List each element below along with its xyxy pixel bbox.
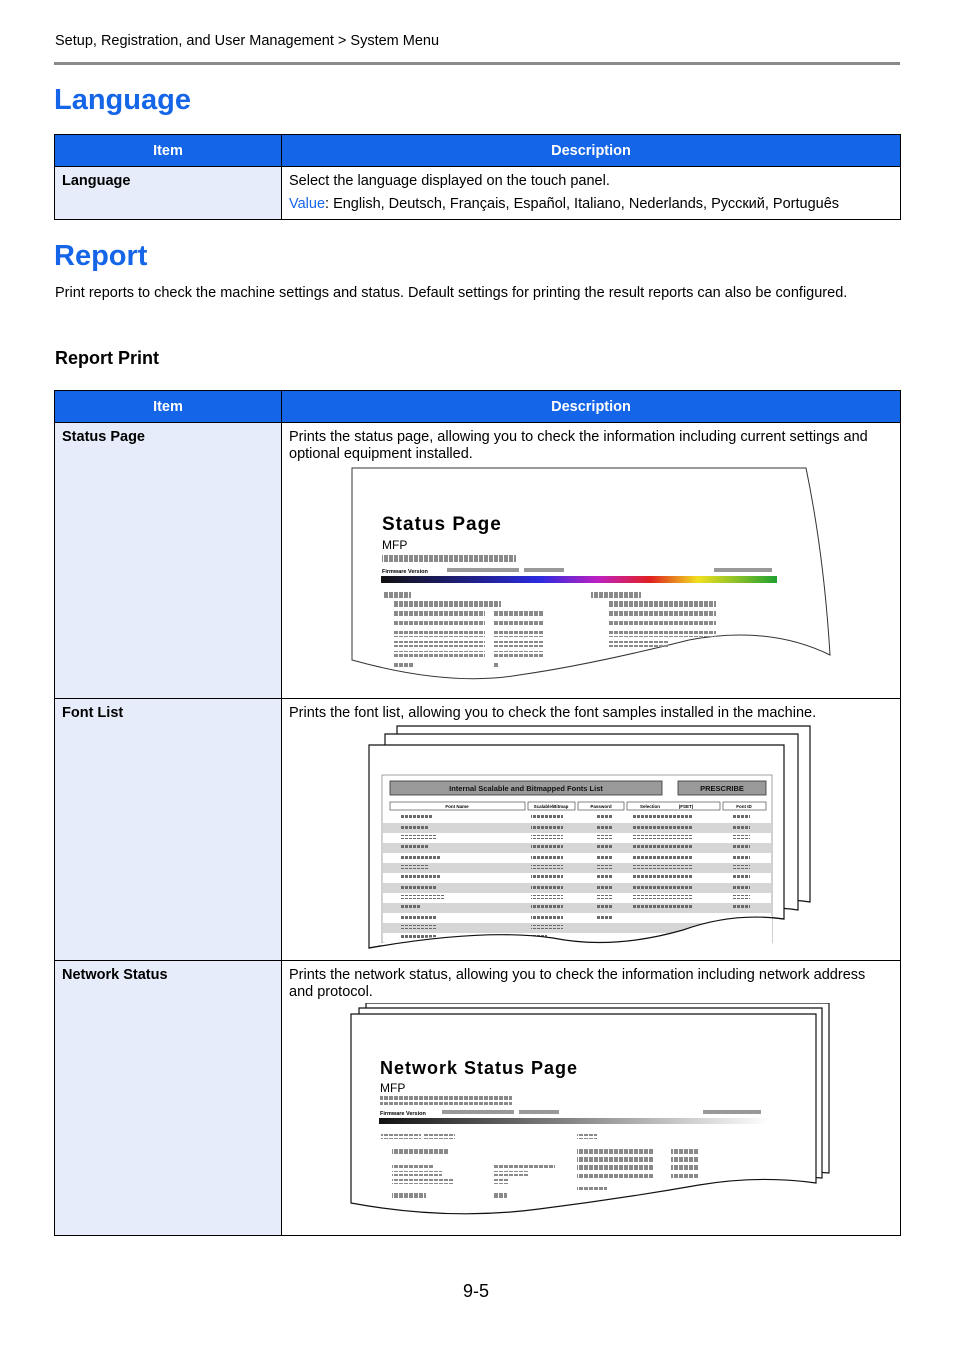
page-number: 9-5 xyxy=(463,1281,490,1301)
font-list-col-scalable: Scalable/Bitmap xyxy=(533,804,569,809)
font-list-col-password: Password xyxy=(590,804,612,809)
column-header-description: Description xyxy=(282,135,901,167)
report-print-table xyxy=(54,390,901,1236)
description-cell xyxy=(282,961,901,1236)
font-list-col-fset: (FSET) xyxy=(678,804,694,809)
item-cell: Font List xyxy=(55,699,282,961)
header-divider xyxy=(54,62,900,65)
description-cell xyxy=(282,167,901,220)
description-text: Select the language displayed on the touch panel. xyxy=(289,173,610,189)
table-row xyxy=(55,961,901,1236)
item-cell: Network Status xyxy=(55,961,282,1236)
table-row xyxy=(55,699,901,961)
language-table xyxy=(54,134,901,220)
description-cell xyxy=(282,423,901,699)
status-page-figure-title: Status Page xyxy=(382,514,502,535)
column-header-item: Item xyxy=(55,391,282,423)
status-page-figure-firmware: Firmware Version xyxy=(382,569,428,575)
report-print-heading: Report Print xyxy=(55,348,160,368)
item-cell: Language xyxy=(55,167,282,220)
description-text: Prints the status page, allowing you to check the information including current settings and optional equipment installed. xyxy=(289,429,868,462)
description-text: Prints the font list, allowing you to check the font samples installed in the machine. xyxy=(289,705,817,721)
value-text: : English, Deutsch, Français, Español, Italiano, Nederlands, Русский, Português xyxy=(325,196,840,212)
status-page-figure-model: MFP xyxy=(382,538,408,552)
font-list-col-font-id: Font ID xyxy=(736,804,752,809)
table-row xyxy=(55,167,901,220)
font-list-figure-badge: PRESCRIBE xyxy=(700,784,744,793)
font-list-figure-title: Internal Scalable and Bitmapped Fonts List xyxy=(449,784,603,793)
network-figure-model: MFP xyxy=(380,1081,406,1095)
description-text: Prints the network status, allowing you to check the information including network address and protocol. xyxy=(289,967,866,1000)
report-intro: Print reports to check the machine settings and status. Default settings for printing the result reports can also be configured. xyxy=(55,285,848,301)
font-list-col-selection: Selection xyxy=(639,804,661,809)
language-heading: Language xyxy=(54,84,191,116)
item-cell: Status Page xyxy=(55,423,282,699)
table-row xyxy=(55,423,901,699)
column-header-description: Description xyxy=(282,391,901,423)
value-label: Value xyxy=(289,196,326,212)
value-line xyxy=(289,196,893,213)
network-figure-firmware: Firmware Version xyxy=(380,1111,426,1117)
status-page-illustration xyxy=(289,465,893,687)
network-figure-title: Network Status Page xyxy=(380,1058,579,1078)
breadcrumb: Setup, Registration, and User Management > System Menu xyxy=(55,33,440,49)
network-status-illustration xyxy=(289,1003,893,1228)
column-header-item: Item xyxy=(55,135,282,167)
font-list-illustration xyxy=(289,724,893,950)
report-heading: Report xyxy=(54,240,148,272)
font-list-col-font-name: Font Name xyxy=(445,804,469,809)
description-cell xyxy=(282,699,901,961)
